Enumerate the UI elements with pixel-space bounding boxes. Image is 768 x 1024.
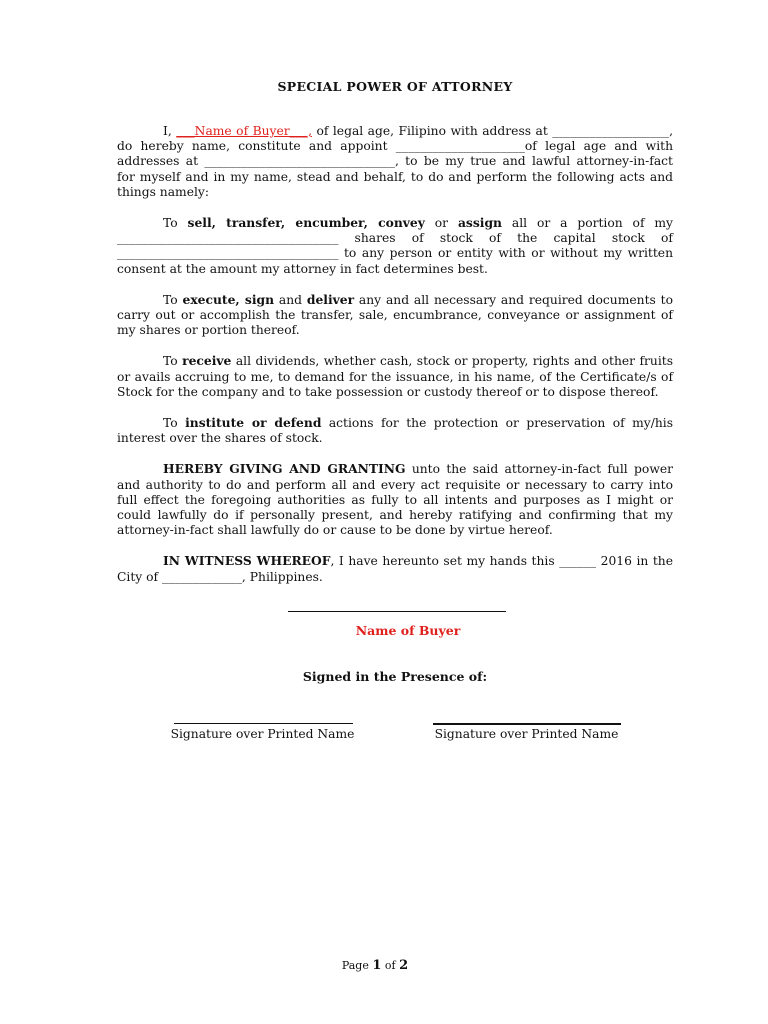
buyer-name-field: ___Name of Buyer___,: [176, 124, 312, 138]
witness-2-label: Signature over Printed Name: [434, 727, 619, 741]
presence-heading: Signed in the Presence of:: [302, 669, 488, 684]
granting-paragraph: HEREBY GIVING AND GRANTING unto the said attorney-in-fact full power and authority to do and perform all and every act requisite or necessary to carry into full effect the foregoing authorities as fully to all intents and purposes as I might or could lawfully do if personally present, and hereby ratifying and confirming that my attorney-in-fact shall lawfully do or cause to be done by virtue hereof.: [117, 461, 673, 538]
intro-paragraph: I, ___Name of Buyer___, of legal age, Filipino with address at ___________________, do hereby name, constitute and appoint _____________________of legal age and with addresses at _______________________________, to be my true and lawful attorney-in-fact for myself and in my name, stead and behalf, to do and perform the following acts and things namely:: [117, 124, 674, 199]
buyer-signature-line: [288, 611, 506, 612]
witness-2-signature-line: [433, 723, 621, 725]
sell-paragraph: To sell, transfer, encumber, convey or assign all or a portion of my ____________________________________ shares of stock of the capital stock of ____________________________________ to any person or entity with or without my written consent at the amount my attorney in fact determines best.: [117, 215, 674, 276]
receive-paragraph: To receive all dividends, whether cash, stock or property, rights and other fruits or avails accruing to me, to demand for the issuance, in his name, of the Certificate/s of Stock for the company and to take possession or custody thereof or to dispose thereof.: [117, 353, 674, 399]
document-body: [117, 124, 673, 600]
witness-1-signature-line: [174, 723, 353, 724]
execute-paragraph: To execute, sign and deliver any and all necessary and required documents to carry out or accomplish the transfer, sale, encumbrance, conveyance or assignment of my shares or portion thereof.: [117, 291, 674, 338]
document-title: SPECIAL POWER OF ATTORNEY: [277, 79, 513, 94]
current-page-number: 1: [372, 958, 382, 973]
page-footer: Page 1 of 2: [341, 958, 409, 973]
total-page-number: 2: [399, 958, 409, 973]
witness-paragraph: IN WITNESS WHEREOF, I have hereunto set my hands this ______ 2016 in the City of _____________, Philippines.: [117, 553, 673, 584]
appointee-blank: _____________________: [395, 139, 525, 154]
institute-paragraph: To institute or defend actions for the protection or preservation of my/his interest over the shares of stock.: [117, 415, 674, 446]
witness-1-label: Signature over Printed Name: [170, 727, 355, 741]
buyer-signature-name: Name of Buyer: [355, 623, 461, 638]
